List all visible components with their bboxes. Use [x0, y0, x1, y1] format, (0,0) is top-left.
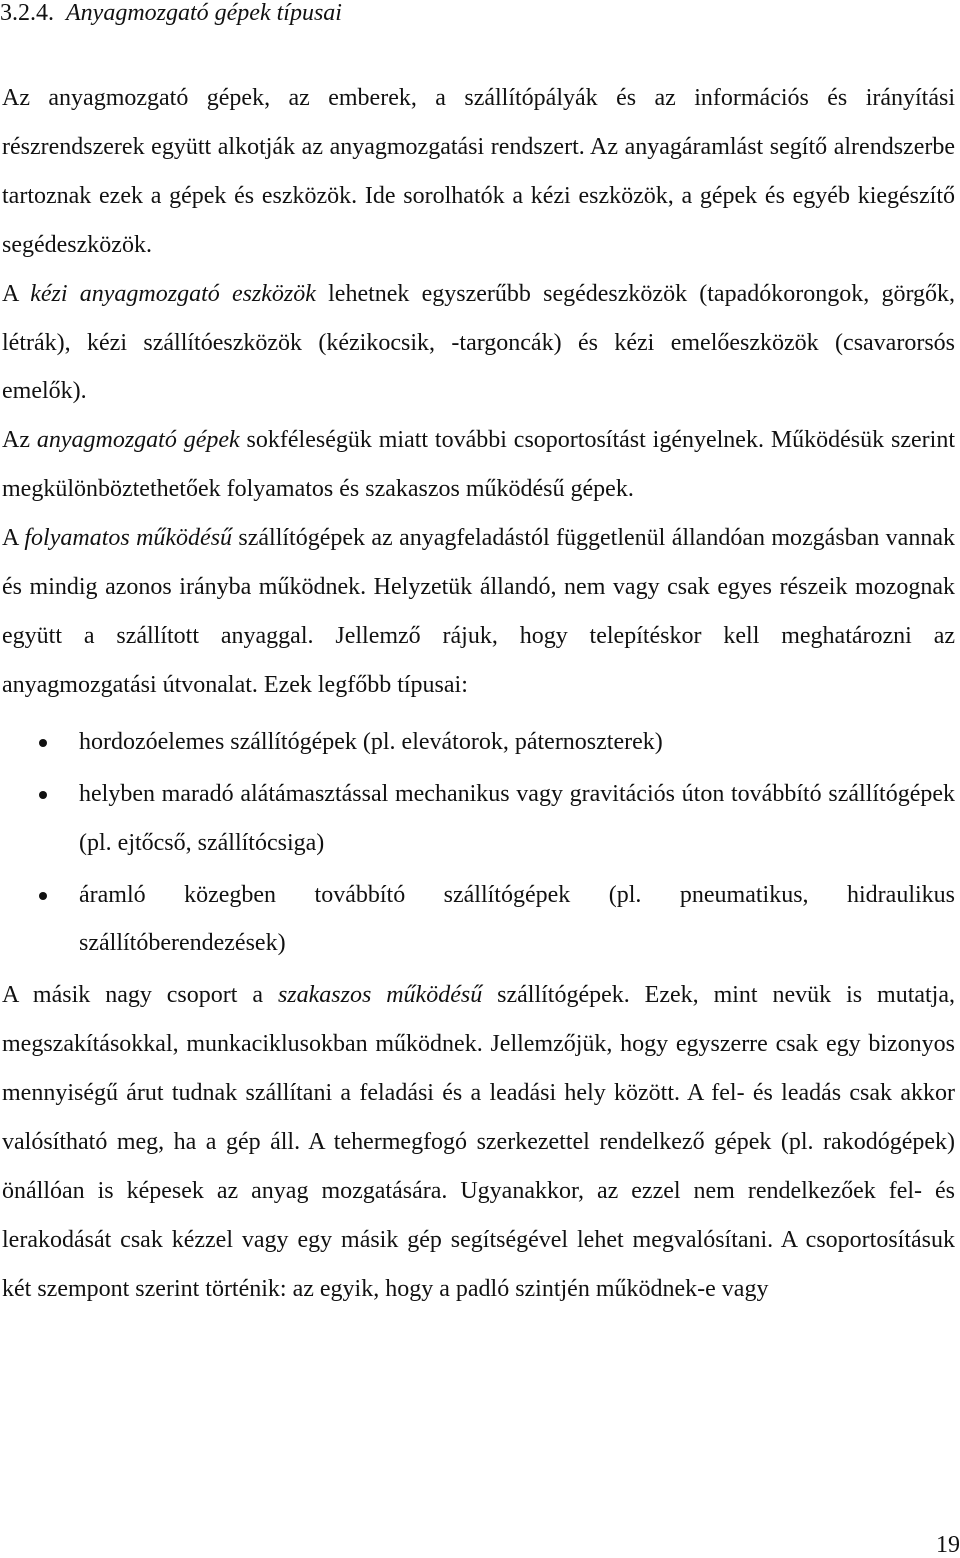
list-item [2, 770, 955, 868]
document-body [2, 74, 955, 1314]
text-span: A [2, 280, 31, 307]
list-item [2, 871, 955, 969]
text-span: szállítógépek az anyagfeladástól függetlenül állandóan mozgásban vannak és mindig azonos irányba működnek. Helyzetük állandó, nem vagy csak egyes részeik mozognak együtt a szállított anyaggal. Jellemző rájuk, hogy telepítéskor kell meghatározni az anyagmozgatási útvonalat. Ezek legfőbb típusai: [2, 525, 955, 698]
type-list [2, 718, 955, 969]
text-span: lehetnek egyszerűbb segédeszközök (tapadókorongok, görgők, létrák), kézi szállítóeszközök (kézikocsik, -targoncák) és kézi emelőeszközök (csavarorsós emelők). [2, 280, 955, 405]
list-item-text: helyben maradó alátámasztással mechanikus vagy gravitációs úton továbbító szállítógépek (pl. ejtőcső, szállítócsiga) [79, 780, 955, 856]
list-item [2, 718, 955, 767]
text-span: sokféleségük miatt további csoportosítást igényelnek. Működésük szerint megkülönböztethetőek folyamatos és szakaszos működésű gépek. [2, 427, 955, 503]
text-span: Az [2, 427, 37, 454]
bullet-icon [39, 892, 47, 900]
italic-term: szakaszos működésű [277, 982, 483, 1009]
section-title: Anyagmozgató gépek típusai [66, 0, 342, 26]
text-span: A [2, 525, 25, 552]
italic-term: folyamatos működésű [24, 525, 233, 552]
paragraph-continuous [2, 514, 955, 710]
paragraph-manual-tools [2, 270, 955, 417]
page-number: 19 [936, 1532, 960, 1558]
bullet-icon [39, 791, 47, 799]
paragraph-intermittent [2, 971, 955, 1313]
text-span: A másik nagy csoport a [2, 982, 278, 1009]
italic-term: anyagmozgató gépek [36, 427, 240, 454]
italic-term: kézi anyagmozgató eszközök [30, 280, 316, 307]
text-span: szállítógépek. Ezek, mint nevük is mutatja, megszakításokkal, munkaciklusokban működnek. Jellemzőjük, hogy egyszerre csak egy bizonyos mennyiségű árut tudnak szállítani a feladási és a leadási hely között. A fel- és leadás csak akkor valósítható meg, ha a gép áll. A tehermegfogó szerkezettel rendelkező gépek (pl. rakodógépek) önállóan is képesek az anyag mozgatására. Ugyanakkor, az ezzel nem rendelkezőek fel- és lerakodását csak kézzel vagy egy másik gép segítségével lehet megvalósítani. A csoportosításuk két szempont szerint történik: az egyik, hogy a padló szintjén működnek-e vagy [2, 982, 956, 1302]
bullet-icon [39, 739, 47, 747]
section-heading [0, 0, 342, 28]
list-item-text: áramló közegben továbbító szállítógépek (pl. pneumatikus, hidraulikus szállítóberendezések) [79, 881, 955, 957]
section-number: 3.2.4. [0, 0, 54, 26]
paragraph-intro: Az anyagmozgató gépek, az emberek, a szállítópályák és az információs és irányítási részrendszerek együtt alkotják az anyagmozgatási rendszert. Az anyagáramlást segítő alrendszerbe tartoznak ezek a gépek és eszközök. Ide sorolhatók a kézi eszközök, a gépek és egyéb kiegészítő segédeszközök. [2, 85, 955, 258]
paragraph-machines [2, 416, 955, 514]
list-item-text: hordozóelemes szállítógépek (pl. elevátorok, páternoszterek) [79, 728, 663, 755]
